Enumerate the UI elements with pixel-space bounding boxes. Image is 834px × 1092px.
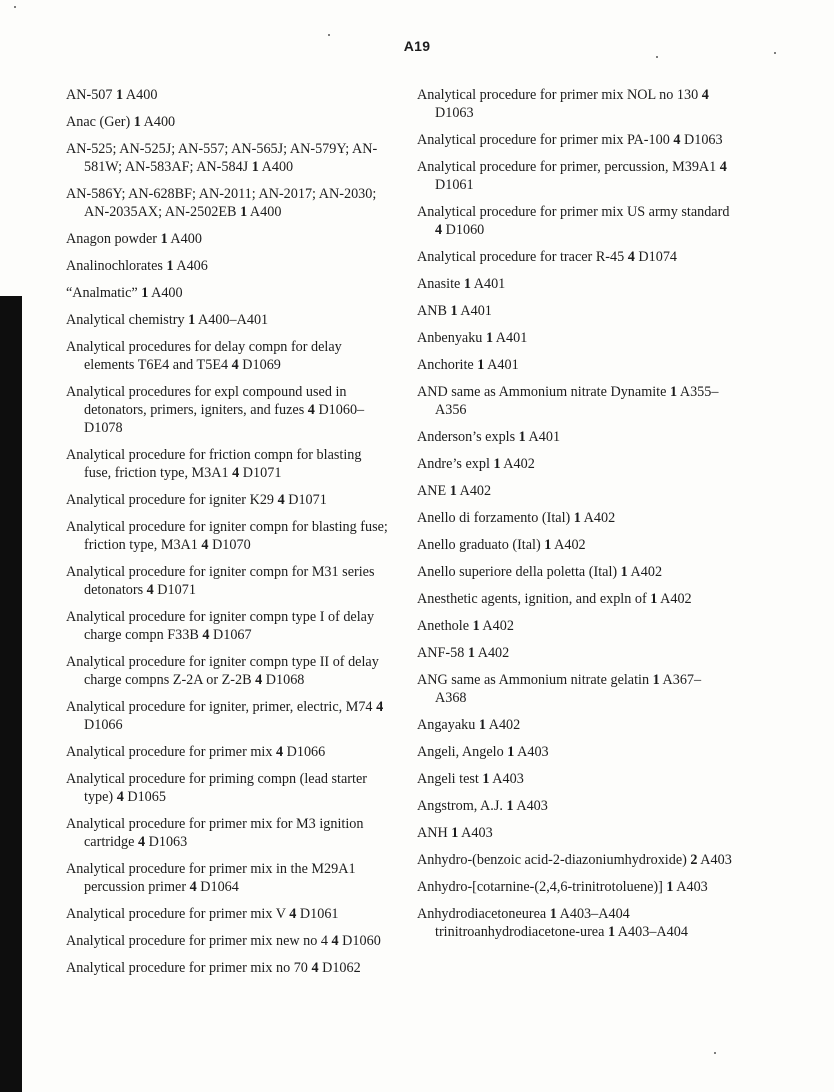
index-entry: ANE 1 A402: [417, 483, 492, 499]
index-entry: AN-586Y; AN-628BF; AN-2011; AN-2017; AN-2030; AN-2035AX; AN-2502EB 1 A400: [66, 186, 377, 220]
index-entry: ANH 1 A403: [417, 825, 493, 841]
volume-number: 4: [201, 537, 209, 553]
index-entry: ANB 1 A401: [417, 303, 492, 319]
volume-number: 4: [701, 87, 709, 103]
volume-number: 4: [331, 933, 339, 949]
volume-number: 1: [251, 159, 259, 175]
volume-number: 4: [435, 222, 443, 238]
index-entry: Analytical chemistry 1 A400–A401: [66, 312, 269, 328]
volume-number: 1: [467, 645, 475, 661]
index-entry: Anasite 1 A401: [417, 276, 506, 292]
volume-number: 1: [166, 258, 174, 274]
index-entry: Analytical procedure for igniter, primer, electric, M74 4 D1066: [66, 699, 384, 733]
index-entry: Analytical procedure for igniter K29 4 D1071: [66, 492, 327, 508]
index-entry: Analytical procedure for primer mix PA-100 4 D1063: [417, 132, 723, 148]
volume-number: 1: [607, 924, 616, 940]
index-entry: Analytical procedure for primer mix no 70 4 D1062: [66, 960, 361, 976]
volume-number: 1: [620, 564, 628, 580]
index-entry: Anac (Ger) 1 A400: [66, 114, 176, 130]
volume-number: 4: [231, 357, 239, 373]
index-entry: Anhydro-[cotarnine-(2,4,6-trinitrotoluene)] 1 A403: [417, 879, 708, 895]
volume-number: 1: [463, 276, 471, 292]
volume-number: 4: [376, 699, 384, 715]
index-entry: Andre’s expl 1 A402: [417, 456, 535, 472]
index-entry: Analytical procedure for primer mix for M3 ignition cartridge 4 D1063: [66, 816, 364, 850]
volume-number: 1: [472, 618, 480, 634]
volume-number: 1: [544, 537, 552, 553]
index-entry: Anhydro-(benzoic acid-2-diazoniumhydroxide) 2 A403: [417, 852, 732, 868]
scan-speck: [14, 6, 16, 8]
index-entry: Angeli test 1 A403: [417, 771, 524, 787]
index-entry: Analytical procedure for primer mix in the M29A1 percussion primer 4 D1064: [66, 861, 356, 895]
index-entry: Analytical procedures for delay compn for delay elements T6E4 and T5E4 4 D1069: [66, 339, 342, 373]
index-entry: ANG same as Ammonium nitrate gelatin 1 A367–A368: [417, 672, 702, 706]
volume-number: 4: [189, 879, 197, 895]
volume-number: 4: [277, 492, 285, 508]
volume-number: 1: [493, 456, 501, 472]
volume-number: 1: [133, 114, 141, 130]
volume-number: 1: [116, 87, 124, 103]
index-column-right: [417, 86, 732, 950]
index-entry: Analytical procedure for igniter compn type I of delay charge compn F33B 4 D1067: [66, 609, 375, 643]
volume-number: 1: [549, 906, 557, 922]
volume-number: 1: [666, 879, 674, 895]
index-entry: Analinochlorates 1 A406: [66, 258, 208, 274]
binding-shadow: [0, 296, 22, 1092]
volume-number: 4: [137, 834, 146, 850]
index-entry: Analytical procedure for igniter compn for M31 series detonators 4 D1071: [66, 564, 375, 598]
volume-number: 4: [289, 906, 297, 922]
index-entry: Analytical procedure for tracer R-45 4 D1074: [417, 249, 678, 265]
scan-speck: [328, 34, 330, 36]
index-entry: Analytical procedure for priming compn (lead starter type) 4 D1065: [66, 771, 367, 805]
volume-number: 1: [240, 204, 248, 220]
volume-number: 4: [719, 159, 727, 175]
volume-number: 1: [477, 357, 485, 373]
index-entry: Angstrom, A.J. 1 A403: [417, 798, 548, 814]
index-entry: Anchorite 1 A401: [417, 357, 519, 373]
index-entry: Analytical procedure for primer mix US army standard 4 D1060: [417, 204, 730, 238]
volume-number: 1: [652, 672, 660, 688]
volume-number: 2: [690, 852, 698, 868]
volume-number: 1: [478, 717, 486, 733]
volume-number: 4: [232, 465, 240, 481]
index-entry: Anello graduato (Ital) 1 A402: [417, 537, 586, 553]
index-entry: Analytical procedure for primer, percussion, M39A1 4 D1061: [417, 159, 727, 193]
index-entry: Anello di forzamento (Ital) 1 A402: [417, 510, 616, 526]
volume-number: 4: [255, 672, 263, 688]
volume-number: 4: [146, 582, 154, 598]
index-entry: Anethole 1 A402: [417, 618, 514, 634]
volume-number: 1: [507, 744, 515, 760]
volume-number: 1: [573, 510, 581, 526]
volume-number: 1: [650, 591, 658, 607]
volume-number: 4: [116, 789, 124, 805]
scan-speck: [714, 1052, 716, 1054]
page-number-header: A19: [403, 38, 431, 54]
volume-number: 4: [311, 960, 319, 976]
index-entry: Anesthetic agents, ignition, and expln of 1 A402: [417, 591, 692, 607]
index-entry: AND same as Ammonium nitrate Dynamite 1 A355–A356: [417, 384, 719, 418]
volume-number: 1: [669, 384, 678, 400]
index-entry: “Analmatic” 1 A400: [66, 285, 183, 301]
volume-number: 4: [307, 402, 315, 418]
index-entry: Analytical procedure for primer mix 4 D1066: [66, 744, 326, 760]
volume-number: 1: [506, 798, 514, 814]
scan-speck: [774, 52, 776, 54]
volume-number: 1: [450, 303, 458, 319]
index-entry: Anbenyaku 1 A401: [417, 330, 528, 346]
index-entry: Analytical procedure for friction compn for blasting fuse, friction type, M3A1 4 D1071: [66, 447, 362, 481]
volume-number: 1: [518, 429, 526, 445]
index-entry: Analytical procedure for primer mix new no 4 4 D1060: [66, 933, 381, 949]
volume-number: 1: [141, 285, 149, 301]
index-entry: Analytical procedure for primer mix NOL no 130 4 D1063: [417, 87, 709, 121]
volume-number: 4: [673, 132, 681, 148]
volume-number: 1: [188, 312, 196, 328]
index-entry: Anhydrodiacetoneurea 1 A403–A404 trinitroanhydrodiacetone-urea 1 A403–A404: [417, 906, 688, 940]
volume-number: 1: [449, 483, 457, 499]
volume-number: 1: [451, 825, 459, 841]
index-entry: Anello superiore della poletta (Ital) 1 A402: [417, 564, 663, 580]
index-entry: Analytical procedure for primer mix V 4 D1061: [66, 906, 339, 922]
index-entry: Analytical procedure for igniter compn for blasting fuse; friction type, M3A1 4 D1070: [66, 519, 388, 553]
index-entry: ANF-58 1 A402: [417, 645, 510, 661]
volume-number: 4: [202, 627, 210, 643]
index-entry: Anderson’s expls 1 A401: [417, 429, 561, 445]
volume-number: 1: [485, 330, 494, 346]
index-entry: AN-507 1 A400: [66, 87, 158, 103]
volume-number: 4: [275, 744, 284, 760]
index-column-left: [66, 86, 388, 986]
index-entry: Analytical procedures for expl compound used in detonators, primers, igniters, and fuzes 4 D1060–D1078: [66, 384, 365, 436]
index-entry: Anagon powder 1 A400: [66, 231, 202, 247]
scan-speck: [656, 56, 658, 58]
index-entry: AN-525; AN-525J; AN-557; AN-565J; AN-579Y; AN-581W; AN-583AF; AN-584J 1 A400: [66, 141, 378, 175]
index-entry: Angeli, Angelo 1 A403: [417, 744, 549, 760]
volume-number: 1: [160, 231, 168, 247]
index-entry: Analytical procedure for igniter compn type II of delay charge compns Z-2A or Z-2B 4 D1068: [66, 654, 379, 688]
index-entry: Angayaku 1 A402: [417, 717, 521, 733]
volume-number: 1: [482, 771, 490, 787]
volume-number: 4: [627, 249, 635, 265]
